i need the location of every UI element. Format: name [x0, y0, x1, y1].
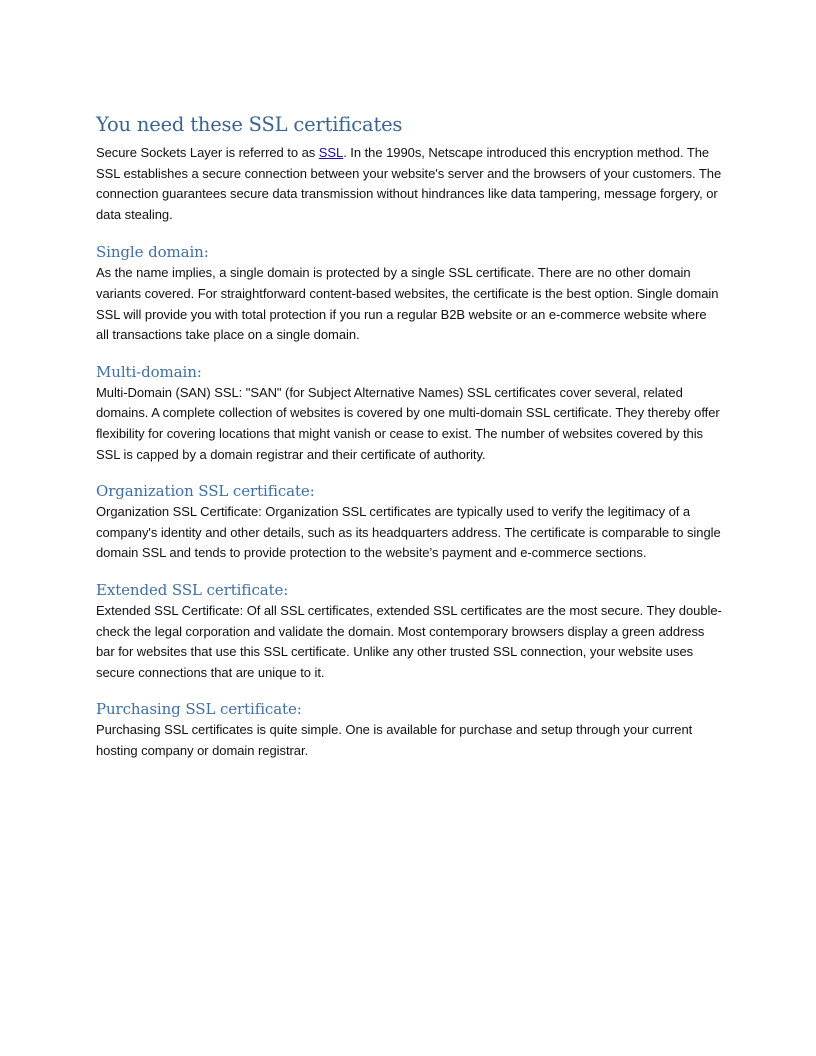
page-title: You need these SSL certificates: [96, 113, 403, 136]
section-heading: Extended SSL certificate:: [96, 580, 289, 599]
section-heading: Single domain:: [96, 243, 209, 262]
section-body: Organization SSL Certificate: Organization SSL certificates are typically used to verify the legitimacy of a company's identity and other details, such as its headquarters address. The certificate is comparable to single domain SSL and tends to provide protection to the website’s payment and e-commerce sections.: [96, 504, 721, 561]
section-heading: Multi-domain:: [96, 362, 202, 381]
intro-text-before-link: Secure Sockets Layer is referred to as: [96, 145, 319, 160]
section-body: Purchasing SSL certificates is quite simple. One is available for purchase and setup through your current hosting company or domain registrar.: [96, 722, 693, 758]
section-purchasing-ssl: [96, 698, 722, 761]
section-multi-domain: [96, 361, 722, 465]
section-body: Multi-Domain (SAN) SSL: "SAN" (for Subject Alternative Names) SSL certificates cover several, related domains. A complete collection of websites is covered by one multi-domain SSL certificate. They thereby offer flexibility for covering locations that might vanish or cease to exist. The number of websites covered by this SSL is capped by a domain registrar and their certificate of authority.: [96, 384, 720, 462]
ssl-link[interactable]: SSL: [318, 145, 344, 160]
section-body: Extended SSL Certificate: Of all SSL certificates, extended SSL certificates are the most secure. They double-check the legal corporation and validate the domain. Most contemporary browsers display a green address bar for websites that use this SSL certificate. Unlike any other trusted SSL connection, your website uses secure connections that are unique to it.: [96, 602, 722, 680]
section-body: As the name implies, a single domain is protected by a single SSL certificate. There are no other domain variants covered. For straightforward content-based websites, the certificate is the best option. Single domain SSL will provide you with total protection if you run a regular B2B website or an e-commerce website where all transactions take place on a single domain.: [96, 265, 719, 343]
section-heading: Organization SSL certificate:: [96, 482, 315, 501]
document-page: [96, 111, 722, 761]
section-single-domain: [96, 241, 722, 345]
section-organization-ssl: [96, 480, 722, 564]
intro-text-after-link: . In the 1990s, Netscape introduced this encryption method. The SSL establishes a secure connection between your website's server and the browsers of your customers. The connection guarantees secure data transmission without hindrances like data tampering, message forgery, or data stealing.: [96, 145, 722, 222]
section-extended-ssl: [96, 579, 722, 683]
intro-paragraph: [96, 143, 722, 225]
section-heading: Purchasing SSL certificate:: [96, 700, 302, 719]
